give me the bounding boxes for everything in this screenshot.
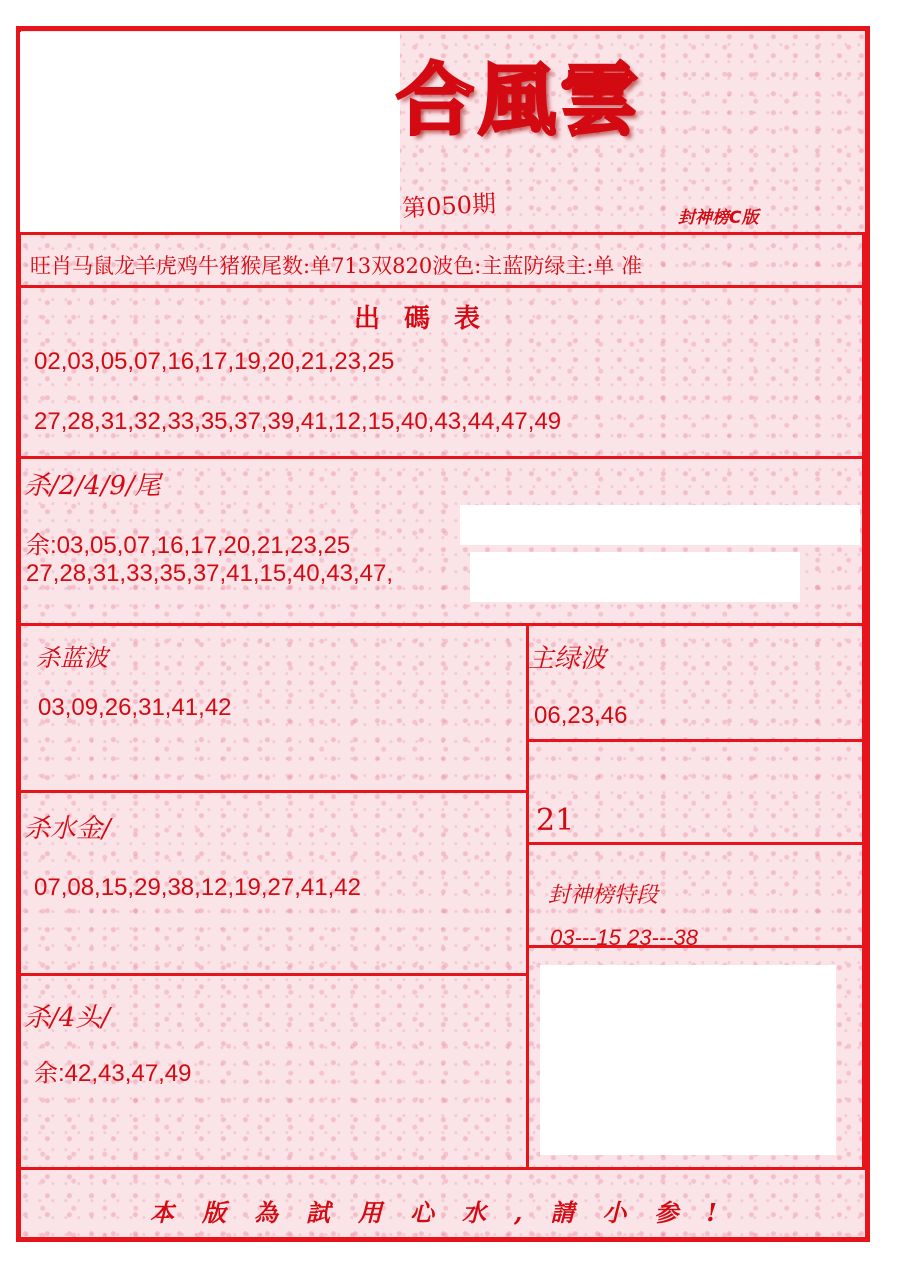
kill-water-gold-numbers: 07,08,15,29,38,12,19,27,41,42 [34,874,361,901]
divider-above-footer [21,1167,865,1170]
kill-tail-heading: 杀/2/4/9/尾 [24,471,161,501]
divider-under-chart [21,456,865,459]
kill-blue-numbers: 03,09,26,31,41,42 [38,694,232,721]
kill-tail-line-2: 27,28,31,33,35,37,41,15,40,43,47, [26,560,393,587]
prediction-info-line: 旺肖马鼠龙羊虎鸡牛猪猴尾数:单713双820波色:主蓝防绿主:单 准 [30,254,643,278]
divider-vertical-right [862,232,865,1170]
divider-left-2 [21,973,529,976]
single-number: 21 [536,803,575,838]
masked-area-right-2 [470,552,800,602]
divider-under-info [21,285,865,288]
masked-area-bottom-right [540,965,836,1155]
edition-label: 封神榜C版 [678,208,759,228]
kill-head-numbers: 余:42,43,47,49 [34,1060,192,1087]
kill-water-gold-heading: 杀水金/ [24,814,111,844]
divider-vertical-middle [526,623,529,1170]
poster-title: 合風雲 [396,55,643,146]
masked-area-right [460,505,860,545]
main-green-numbers: 06,23,46 [534,702,628,729]
kill-blue-heading: 杀蓝波 [36,644,108,672]
masked-logo-area [20,32,400,232]
divider-right-2 [527,842,865,845]
divider-left-1 [21,790,529,793]
special-numbers: 03---15 23---38 [550,925,698,950]
special-heading: 封神榜特段 [548,883,659,908]
divider-right-1 [527,739,865,742]
chart-numbers-line-2: 27,28,31,32,33,35,37,39,41,12,15,40,43,44,47,49 [34,408,562,435]
divider-under-header [21,232,865,235]
divider-under-kill-tail [21,623,865,626]
chart-title: 出碼表 [354,304,505,334]
footer-note: 本版為試用心水,請小参! [150,1198,745,1227]
chart-numbers-line-1: 02,03,05,07,16,17,19,20,21,23,25 [34,348,395,375]
main-green-heading: 主绿波 [528,644,607,674]
issue-number: 第050期 [401,189,497,223]
kill-head-heading: 杀/4头/ [24,1003,111,1033]
kill-tail-line-1: 余:03,05,07,16,17,20,21,23,25 [26,532,351,559]
